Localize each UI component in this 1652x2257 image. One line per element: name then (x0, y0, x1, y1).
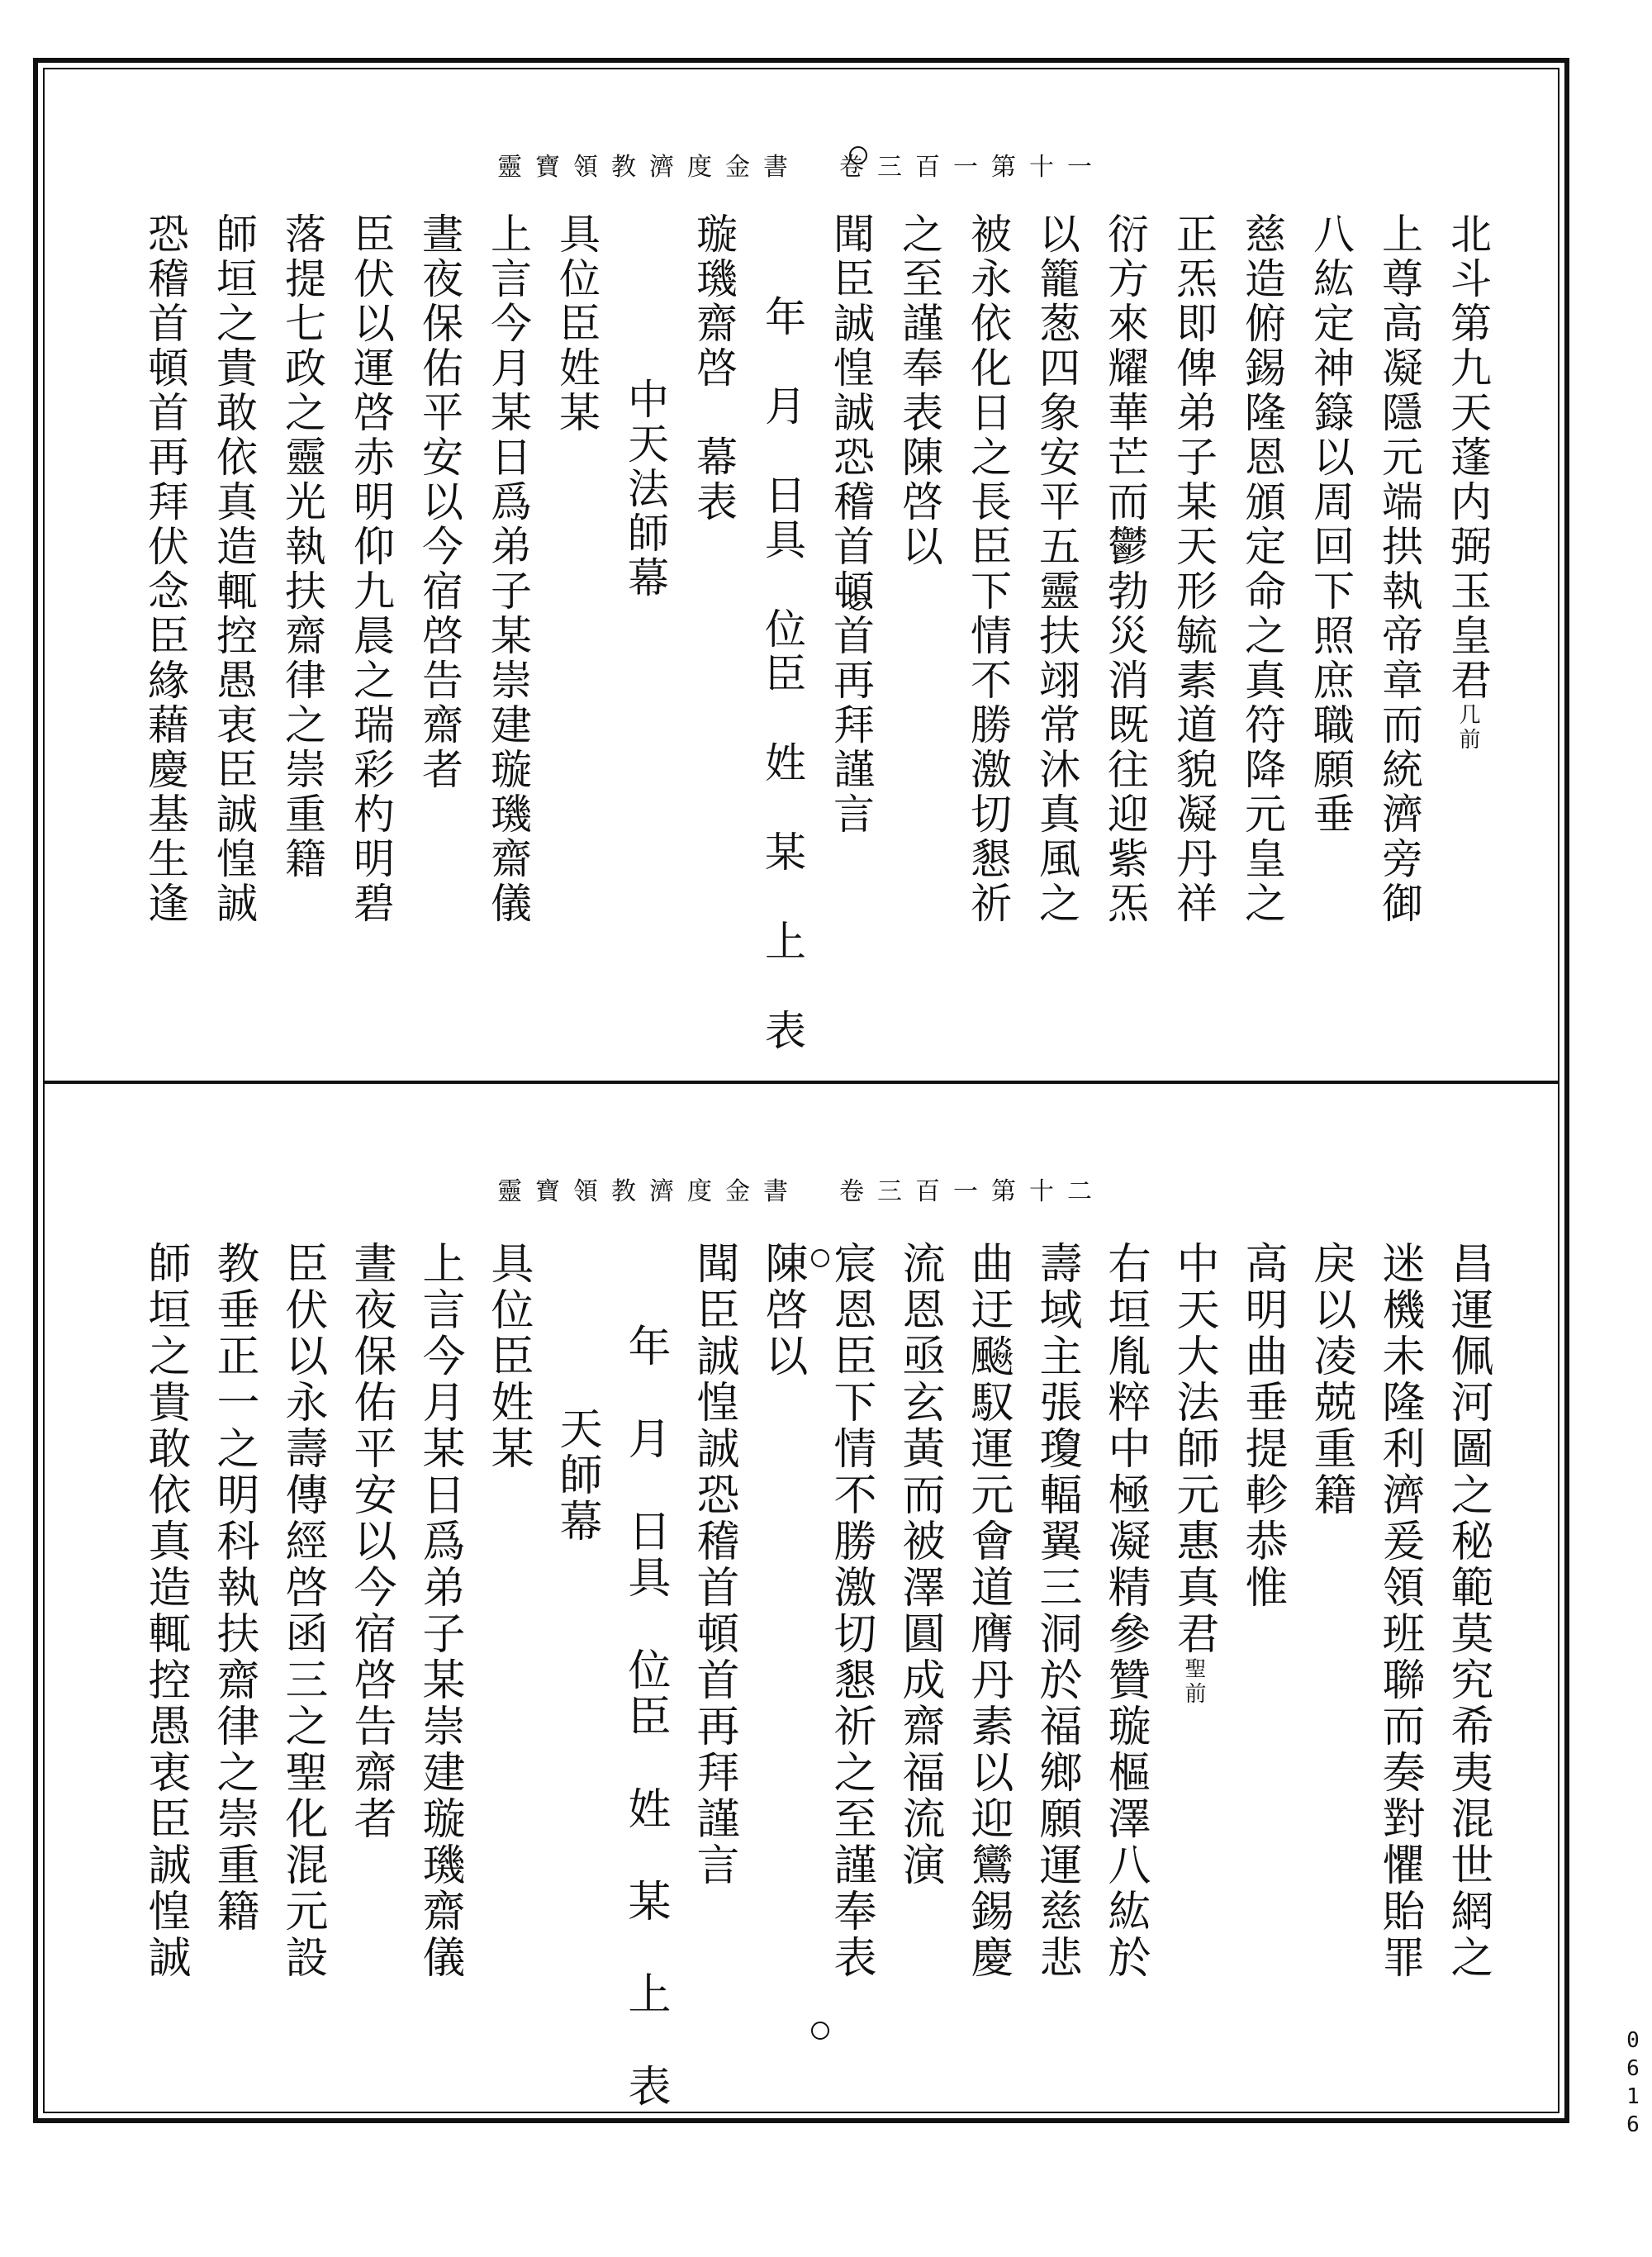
text-column (610, 212, 679, 1220)
text-column (1159, 1241, 1227, 2092)
column-text: 以籠葱四象安平五靈扶翊常沐真風之 (1032, 212, 1080, 926)
column-text: 迷機未隆利濟爰領班聯而奏對懼貽罪 (1374, 1241, 1424, 1981)
column-text: 流恩亟玄黃而被澤圓成齋福流演 (895, 1241, 944, 1889)
column-text: 聞臣誠惶誠恐稽首頓首再拜謹言 (689, 1241, 738, 1889)
text-column (1022, 212, 1090, 1055)
column-text: 聞臣誠惶誠恐稽首頓首再拜謹言 (827, 212, 875, 837)
text-column (268, 212, 336, 1055)
text-column (679, 1241, 748, 2092)
text-column (816, 212, 885, 1055)
column-text: 上尊高凝隱元端拱執帝章而統濟旁御 (1375, 212, 1423, 926)
text-columns (131, 212, 1502, 1055)
text-column (1296, 1241, 1365, 2092)
page-header: 靈寶領教濟度金書 卷三百一第十二 (497, 1177, 1105, 1206)
column-text: 曲迂飈馭運元會道膺丹素以迎鸞錫慶 (963, 1241, 1013, 1981)
text-column (199, 212, 268, 1055)
column-text: 被永依化日之長臣下情不勝激切懇祈 (964, 212, 1012, 926)
text-column (748, 212, 816, 1138)
column-text: 師垣之貴敢依真造輒控愚衷臣誠惶誠 (140, 1241, 190, 1981)
text-column (199, 1241, 268, 2092)
column-text: 宸恩臣下情不勝激切懇祈之至謹奉表 (826, 1241, 876, 1981)
column-text: 天師幕 (552, 1406, 601, 1545)
column-text: 上言今月某日爲弟子某崇建璇璣齋儀 (415, 1241, 464, 1981)
text-column (1090, 1241, 1159, 2092)
column-text: 年 月 日具 位臣 姓 某 上 表 (620, 1323, 670, 2110)
column-text: 上言今月某日爲弟子某崇建璇璣齋儀 (484, 212, 532, 926)
text-column (885, 1241, 953, 2092)
column-text: 恐稽首頓首再拜伏念臣緣藉慶基生逢 (141, 212, 189, 926)
column-text: 具位臣姓某 (483, 1241, 533, 1472)
column-text: 師垣之貴敢依真造輒控愚衷臣誠惶誠 (210, 212, 258, 926)
bottom-page-panel (43, 1084, 1559, 2113)
column-text: 臣伏以永壽傳經啓函三之聖化混元設 (278, 1241, 327, 1981)
column-text: 陳啓以 (757, 1241, 807, 1380)
top-page-panel (43, 68, 1559, 1081)
column-text: 正炁即俾弟子某天形毓素道貌凝丹祥 (1170, 212, 1218, 926)
column-text: 臣伏以運啓赤明仰九晨之瑞彩杓明碧 (347, 212, 395, 926)
column-text: 中天大法師元惠真君 (1169, 1241, 1218, 1657)
column-text: 中天法師幕 (621, 378, 669, 601)
column-text: 高明曲垂提軫恭惟 (1237, 1241, 1287, 1611)
text-column (1227, 212, 1296, 1055)
text-column (1022, 1241, 1090, 2092)
column-text: 衍方來耀華芒而鬱勃災消既往迎紫炁 (1101, 212, 1149, 926)
text-column (953, 1241, 1022, 2092)
column-text: 慈造俯錫隆恩頒定命之真符降元皇之 (1238, 212, 1286, 926)
text-column (473, 212, 542, 1055)
page-number: 0616 (1621, 2028, 1645, 2141)
text-column (268, 1241, 336, 2092)
text-column (1365, 212, 1433, 1055)
text-column (336, 212, 405, 1055)
text-column (1090, 212, 1159, 1055)
text-column (1159, 212, 1227, 1055)
text-column (1433, 212, 1502, 1055)
column-text: 戾以凌兢重籍 (1306, 1241, 1355, 1518)
text-column (542, 212, 610, 1055)
column-text: 之至謹奉表陳啓以 (895, 212, 943, 569)
binding-hole-icon (849, 146, 867, 164)
column-note: 几前 (1455, 703, 1480, 753)
page-header: 靈寶領教濟度金書 卷三百一第十一 (497, 153, 1105, 182)
text-column (885, 212, 953, 1055)
text-column (953, 212, 1022, 1055)
column-text: 落提七政之靈光執扶齋律之崇重籍 (278, 212, 326, 881)
column-text: 年 月 日具 位臣 姓 某 上 表 (758, 295, 806, 1053)
column-text: 壽域主張瓊輻翼三洞於福鄉願運慈悲 (1032, 1241, 1081, 1981)
text-column (610, 1241, 679, 2174)
text-column (542, 1241, 610, 2257)
text-column (336, 1241, 405, 2092)
text-column (1433, 1241, 1502, 2092)
text-column (131, 1241, 199, 2092)
column-text: 璇璣齋啓 幕表 (690, 212, 738, 525)
text-column (405, 212, 473, 1055)
text-column (816, 1241, 885, 2092)
text-column (131, 212, 199, 1055)
column-note: 聖前 (1181, 1657, 1206, 1707)
column-text: 具位臣姓某 (553, 212, 601, 435)
text-column (405, 1241, 473, 2092)
text-column (748, 1241, 816, 2092)
text-column (1365, 1241, 1433, 2092)
column-text: 右垣胤粹中極凝精參贊璇樞澤八紘於 (1100, 1241, 1150, 1981)
column-text: 昌運佩河圖之秘範莫究希夷混世網之 (1443, 1241, 1493, 1981)
column-text: 晝夜保佑平安以今宿啓告齋者 (346, 1241, 396, 1842)
text-column (1227, 1241, 1296, 2092)
column-text: 教垂正一之明科執扶齋律之崇重籍 (209, 1241, 259, 1935)
text-column (473, 1241, 542, 2092)
text-columns (131, 1241, 1502, 2110)
column-text: 北斗第九天蓬内弼玉皇君 (1444, 212, 1492, 703)
text-column (1296, 212, 1365, 1055)
column-text: 八紘定神籙以周回下照庶職願垂 (1307, 212, 1355, 837)
column-text: 晝夜保佑平安以今宿啓告齋者 (415, 212, 463, 792)
text-column (679, 212, 748, 1055)
